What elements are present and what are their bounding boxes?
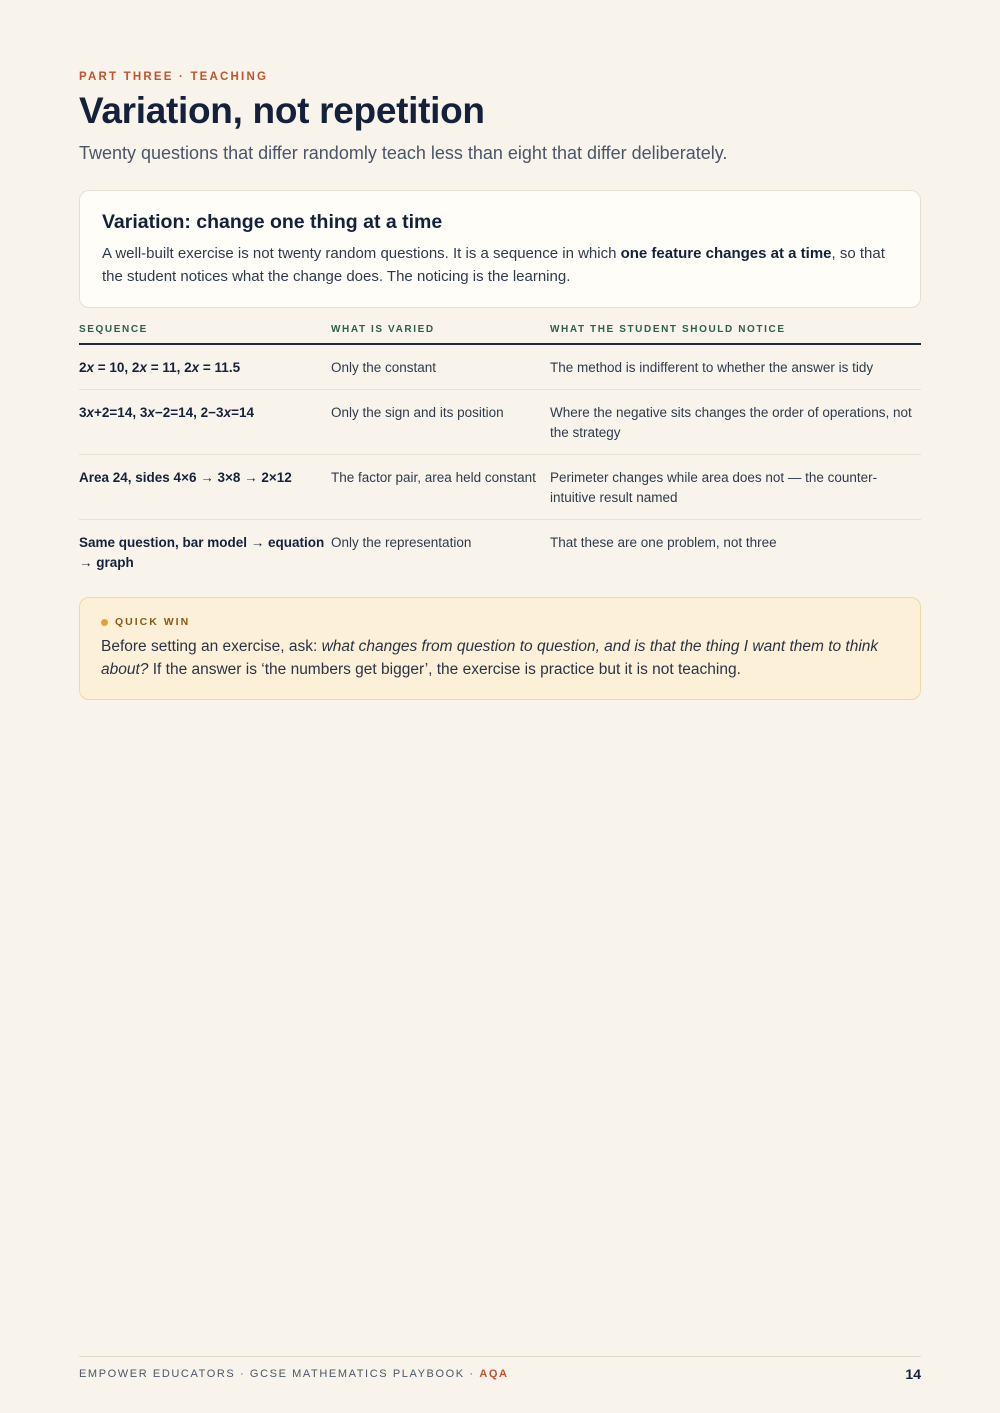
quick-win-question: what changes from question to question, and is that the thing I want them to think about? — [101, 638, 879, 678]
quick-win-header — [101, 616, 899, 628]
callout-text — [102, 242, 898, 288]
callout-text-emphasis: one feature changes at a time — [620, 245, 832, 262]
notice-cell: Where the negative sits changes the order of operations, not the strategy — [550, 405, 912, 440]
quick-win-text — [101, 635, 899, 681]
quick-win-text-end: If the answer is ‘the numbers get bigger’, the exercise is practice but it is not teaching. — [148, 661, 741, 678]
callout-text-end: , so that the student notices what the change does. The noticing is the learning. — [102, 245, 885, 285]
quick-win-text-start: Before setting an exercise, ask: — [101, 638, 322, 655]
table-header — [79, 320, 921, 345]
notice-cell: Perimeter changes while area does not — the counter-intuitive result named — [550, 470, 878, 505]
varied-cell: Only the representation — [331, 535, 472, 550]
page-subtitle: Twenty questions that differ randomly teach less than eight that differ deliberately. — [79, 143, 728, 163]
table-row — [79, 455, 921, 520]
quick-win-label: QUICK WIN — [115, 616, 191, 628]
page-number: 14 — [905, 1366, 921, 1382]
quick-win-box — [79, 597, 921, 700]
definition-callout — [79, 190, 921, 308]
table-row — [79, 345, 921, 390]
varied-cell: Only the sign and its position — [331, 405, 504, 420]
variation-table — [79, 320, 921, 584]
section-eyebrow: PART THREE · TEACHING — [79, 71, 269, 83]
column-header-varied: WHAT IS VARIED — [331, 324, 435, 335]
sequence-cell: 3x+2=14, 3x−2=14, 2−3x=14 — [79, 405, 254, 420]
column-header-notice: WHAT THE STUDENT SHOULD NOTICE — [550, 324, 786, 335]
varied-cell: Only the constant — [331, 360, 437, 375]
sequence-cell: 2x = 10, 2x = 11, 2x = 11.5 — [79, 360, 241, 375]
notice-cell: The method is indifferent to whether the answer is tidy — [550, 360, 874, 375]
varied-cell: The factor pair, area held constant — [331, 470, 536, 485]
callout-text-start: A well-built exercise is not twenty random questions. It is a sequence in which — [102, 245, 621, 262]
footer-title — [79, 1368, 509, 1380]
table-row — [79, 520, 921, 584]
sequence-cell: Same question, bar model → equation → graph — [79, 535, 325, 570]
sequence-cell: Area 24, sides 4×6 → 3×8 → 2×12 — [79, 470, 292, 485]
table-row — [79, 390, 921, 455]
page-footer — [79, 1356, 921, 1382]
column-header-sequence: SEQUENCE — [79, 324, 148, 335]
page-title: Variation, not repetition — [79, 90, 485, 131]
footer-publication: EMPOWER EDUCATORS · GCSE MATHEMATICS PLAYBOOK · — [79, 1368, 480, 1380]
notice-cell: That these are one problem, not three — [550, 535, 777, 550]
footer-board: AQA — [479, 1368, 509, 1380]
bullet-dot-icon — [101, 619, 108, 626]
callout-heading: Variation: change one thing at a time — [102, 211, 443, 233]
